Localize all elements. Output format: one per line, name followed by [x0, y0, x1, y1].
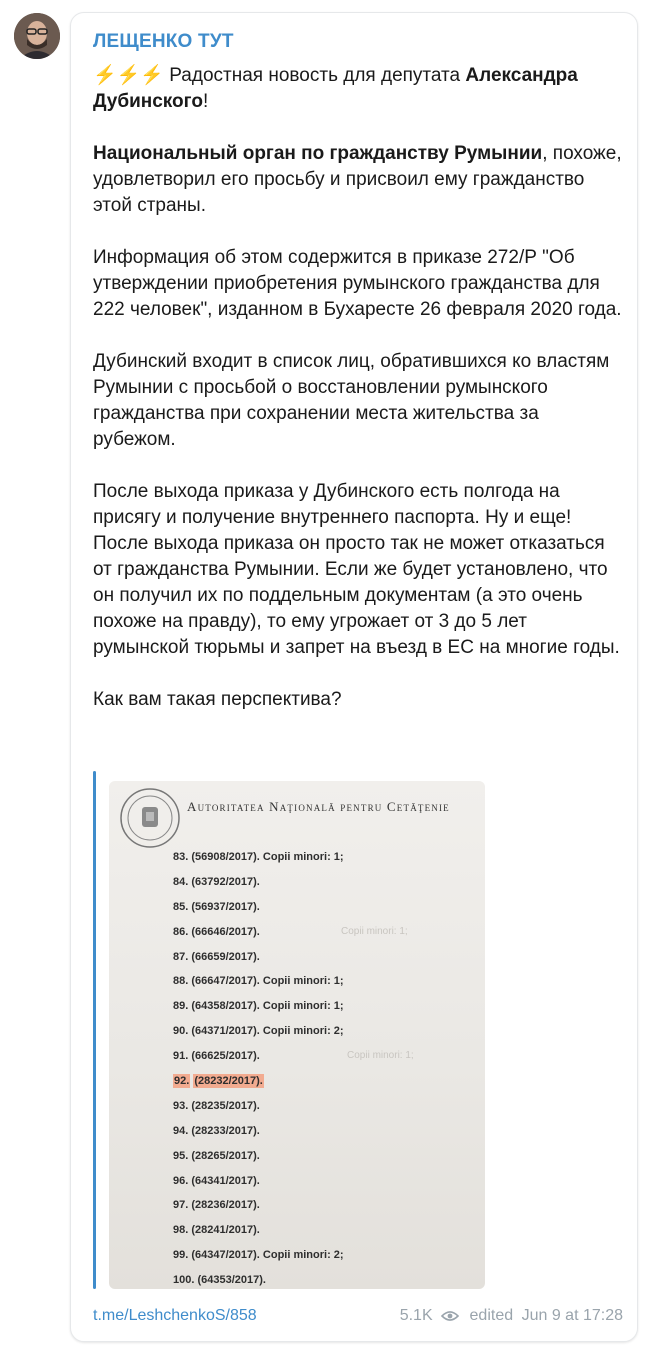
eye-icon	[441, 1310, 459, 1322]
row-number: 96.	[173, 1174, 189, 1187]
row-code: (28236/2017).	[191, 1199, 260, 1212]
post-link[interactable]: t.me/LeshchenkoS/858	[93, 1307, 257, 1324]
lightning-emoji: ⚡⚡⚡	[93, 65, 164, 86]
attached-document-photo[interactable]	[109, 781, 485, 1289]
row-code: (28265/2017).	[191, 1149, 260, 1162]
row-code: (56908/2017).	[191, 851, 260, 863]
row-number: 100.	[173, 1274, 195, 1287]
row-number: 84.	[173, 875, 189, 888]
document-row	[173, 1218, 344, 1243]
message-text	[93, 63, 623, 739]
document-row	[173, 1144, 344, 1169]
message-meta	[400, 1307, 623, 1325]
row-code: (64371/2017).	[191, 1025, 260, 1038]
document-row	[173, 969, 344, 994]
row-code: (66647/2017).	[191, 975, 260, 988]
row-code: (66646/2017).	[191, 925, 260, 938]
highlighted-entry-code: (28232/2017).	[194, 1075, 263, 1088]
document-row	[173, 1268, 344, 1289]
row-code: (56937/2017).	[191, 900, 260, 913]
row-code: (64358/2017).	[191, 1000, 260, 1013]
row-number: 86.	[173, 925, 189, 938]
row-number: 91.	[173, 1050, 189, 1063]
row-number: 85.	[173, 900, 189, 913]
row-number: 93.	[173, 1099, 189, 1112]
row-extra: Copii minori: 2;	[262, 1025, 344, 1038]
message-paragraph-2: Национальный орган по гражданству Румынии, похоже, удовлетворил его просьбу и присвоил ему гражданство этой страны.	[93, 143, 622, 216]
row-number: 89.	[173, 1000, 189, 1013]
row-number: 99.	[173, 1249, 189, 1262]
row-code: (28241/2017).	[191, 1224, 260, 1237]
row-number: 90.	[173, 1025, 189, 1038]
row-number: 98.	[173, 1224, 189, 1237]
row-number: 83.	[173, 851, 189, 863]
document-row	[173, 1119, 344, 1144]
row-code: (63792/2017).	[191, 875, 260, 888]
link-preview-bar	[93, 771, 96, 1289]
document-row	[173, 920, 408, 945]
document-rows	[173, 845, 414, 1289]
row-extra: Copii minori: 1;	[262, 1000, 344, 1013]
channel-avatar[interactable]	[14, 13, 60, 59]
document-row	[173, 845, 344, 870]
message-footer	[93, 1307, 623, 1329]
document-row	[173, 895, 344, 920]
row-code: (66659/2017).	[191, 950, 260, 963]
row-code: (28235/2017).	[191, 1099, 260, 1112]
message-bubble	[70, 12, 638, 1342]
highlighted-entry: 92.	[174, 1075, 190, 1088]
row-code: (64347/2017).	[191, 1249, 260, 1262]
document-row	[173, 945, 344, 970]
document-row	[173, 1019, 344, 1044]
row-extra: Copii minori: 1;	[262, 851, 344, 863]
document-row	[173, 1094, 344, 1119]
bleed-through-text: Copii minori: 1;	[347, 1050, 414, 1062]
message-paragraph-3: Информация об этом содержится в приказе 272/Р "Об утверждении приобретения румынского гражданства для 222 человек", изданном в Бухаресте 26 февраля 2020 года.	[93, 247, 622, 320]
document-row	[173, 994, 344, 1019]
row-code: (66625/2017).	[191, 1050, 260, 1063]
row-number: 88.	[173, 975, 189, 988]
view-count: 5.1K	[399, 1307, 433, 1324]
document-header: Autoritatea Naţională pentru Cetăţenie	[187, 799, 450, 814]
message-paragraph-4: Дубинский входит в список лиц, обратившихся ко властям Румынии с просьбой о восстановлении румынского гражданства при сохранении места жительства за рубежом.	[93, 351, 610, 450]
row-extra: Copii minori: 1;	[262, 975, 344, 988]
message-paragraph-1: ⚡⚡⚡ Радостная новость для депутата Александра Дубинского!	[93, 65, 578, 112]
row-extra: Copii minori: 2;	[262, 1249, 344, 1262]
document-row	[173, 1169, 344, 1194]
row-code: (64353/2017).	[197, 1274, 266, 1287]
document-row	[173, 1243, 344, 1268]
row-number: 87.	[173, 950, 189, 963]
row-number: 95.	[173, 1149, 189, 1162]
message-timestamp: Jun 9 at 17:28	[521, 1307, 623, 1324]
row-number: 97.	[173, 1199, 189, 1212]
document-row	[173, 1044, 414, 1069]
row-code: (64341/2017).	[191, 1174, 260, 1187]
document-row	[173, 870, 344, 895]
row-code: (28233/2017).	[191, 1124, 260, 1137]
bleed-through-text: Copii minori: 1;	[341, 925, 408, 937]
seal-icon	[117, 785, 183, 851]
channel-name[interactable]: ЛЕЩЕНКО ТУТ	[93, 31, 234, 52]
document-row	[173, 1069, 344, 1094]
edited-label: edited	[469, 1307, 514, 1324]
message-paragraph-5: После выхода приказа у Дубинского есть полгода на присягу и получение внутреннего паспорта. Ну и еще! После выхода приказа он просто так не может отказаться от гражданства Румынии. Если же будет установлено, что он получил их по поддельным документам (а это очень похоже на правду), то ему угрожает от 3 до 5 лет румынской тюрьмы и запрет на въезд в ЕС на многие годы.	[93, 481, 620, 658]
message-paragraph-6: Как вам такая перспектива?	[93, 689, 342, 710]
document-row	[173, 1193, 344, 1218]
row-number: 94.	[173, 1124, 189, 1137]
